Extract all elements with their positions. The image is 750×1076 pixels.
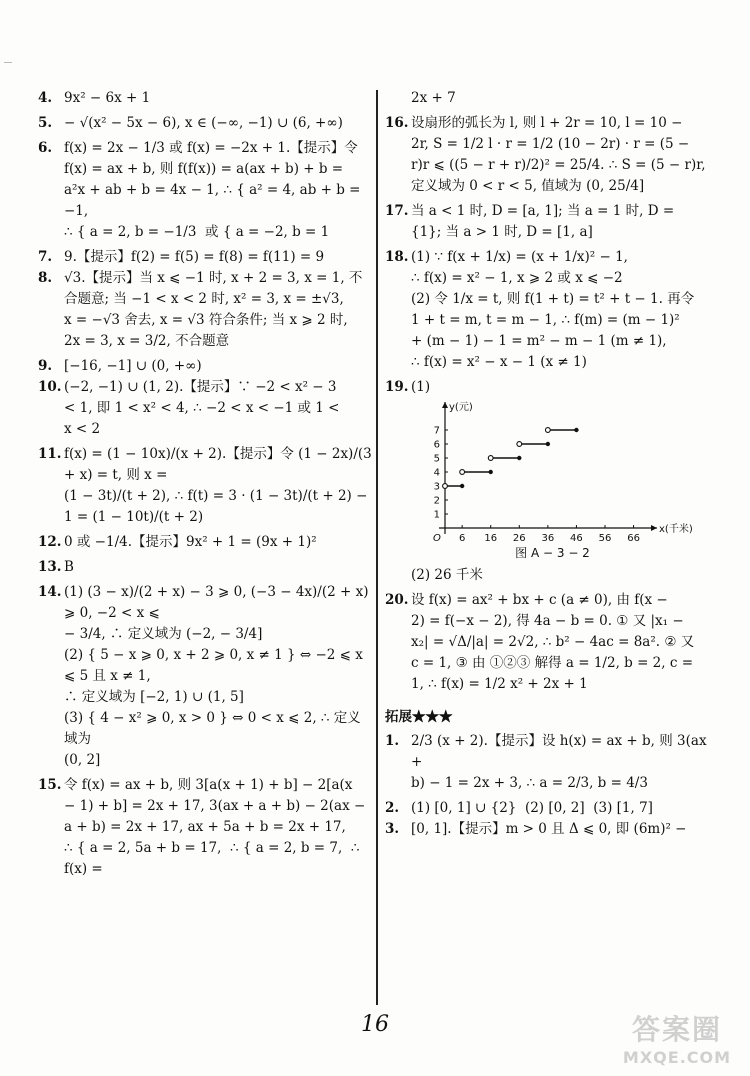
answer-line: √3.【提示】当 x ⩽ −1 时, x + 2 = 3, x = 1, 不 <box>64 270 363 286</box>
site-watermark <box>612 1008 742 1068</box>
answer-line: < 1, 即 1 < x² < 4, ∴ −2 < x < −1 或 1 < <box>64 400 340 416</box>
extension-3 <box>385 819 720 840</box>
watermark-logo-text: 答案圈 <box>631 1013 722 1046</box>
answer-part-label: (1) <box>411 379 431 395</box>
page-edge-mark <box>4 62 12 63</box>
answer-line: 定义域为 0 < r < 5, 值域为 (0, 25/4] <box>411 178 645 194</box>
problem-number: 3. <box>385 821 400 837</box>
problem-18 <box>385 247 720 373</box>
problem-9 <box>38 356 373 377</box>
answer-line: 0 或 −1/4.【提示】9x² + 1 = (9x + 1)² <box>64 534 317 550</box>
problem-5 <box>38 113 373 134</box>
x-axis-arrow <box>651 525 657 531</box>
problem-16 <box>385 113 720 197</box>
problem-number: 17. <box>385 203 409 219</box>
x-tick-label: 26 <box>512 533 526 544</box>
answer-line: 2x = 3, x = 3/2, 不合题意 <box>64 333 230 349</box>
answer-line: (2) 26 千米 <box>411 567 483 583</box>
x-tick-label: 36 <box>541 533 555 544</box>
problem-19 <box>385 377 720 586</box>
answer-line: x₂| = √Δ/|a| = 2√2, ∴ b² − 4ac = 8a². ② 又 <box>411 634 695 650</box>
problem-number: 9. <box>38 358 53 374</box>
problem-number: 16. <box>385 115 409 131</box>
open-endpoint <box>443 484 448 489</box>
closed-endpoint <box>460 484 464 488</box>
open-endpoint <box>460 470 465 475</box>
problem-number: 14. <box>38 584 62 600</box>
answer-line: ∴ { a = 2, b = −1/3 或 { a = −2, b = 1 <box>64 224 330 240</box>
problem-number: 4. <box>38 90 53 106</box>
y-tick-label: 3 <box>433 481 440 493</box>
open-endpoint <box>545 428 550 433</box>
answer-line: 9.【提示】f(2) = f(5) = f(8) = f(11) = 9 <box>64 249 325 265</box>
graph-segments <box>443 428 579 489</box>
answer-line: (0, 2] <box>64 752 101 768</box>
answer-line: ∴ { a = 2, 5a + b = 17, ∴ { a = 2, b = 7, ∴ f(x) = <box>64 840 364 877</box>
answer-line: b) − 1 = 2x + 3, ∴ a = 2/3, b = 4/3 <box>411 775 648 791</box>
problem-8 <box>38 268 373 352</box>
answer-line: (1) (3 − x)/(2 + x) − 3 ⩾ 0, (−3 − 4x)/(2 + x) ⩾ 0, −2 < x ⩽ <box>64 584 373 621</box>
problem-number: 1. <box>385 733 400 749</box>
problem-17 <box>385 201 720 243</box>
answer-line: c = 1, ③ 由 ①②③ 解得 a = 1/2, b = 2, c = <box>411 655 694 671</box>
problem-4 <box>38 88 373 109</box>
fare-step-graph <box>385 400 693 548</box>
y-tick-label: 6 <box>433 439 440 451</box>
answer-line: 1 + t = m, t = m − 1, ∴ f(m) = (m − 1)² <box>411 312 680 328</box>
problem-6 <box>38 138 373 243</box>
answer-line: 设扇形的弧长为 l, 则 l + 2r = 10, l = 10 − <box>411 115 683 131</box>
answer-line: 设 f(x) = ax² + bx + c (a ≠ 0), 由 f(x − <box>411 592 668 608</box>
problem-number: 12. <box>38 534 62 550</box>
answer-line: − √(x² − 5x − 6), x ∈ (−∞, −1) ∪ (6, +∞) <box>64 115 343 131</box>
answer-line: 2x + 7 <box>411 90 456 106</box>
answer-line: 合题意; 当 −1 < x < 2 时, x² = 3, x = ±√3, <box>64 291 344 307</box>
problem-number: 18. <box>385 249 409 265</box>
problem-14 <box>38 582 373 771</box>
right-column <box>385 88 720 840</box>
watermark-url: MXQE.COM <box>622 1048 732 1067</box>
column-divider <box>376 90 378 1005</box>
figure-caption: 图 A − 3 − 2 <box>515 546 590 560</box>
answer-line: (3) { 4 − x² ⩾ 0, x > 0 } ⇔ 0 < x ⩽ 2, ∴ 定义域为 <box>64 710 361 747</box>
answer-line: 2/3 (x + 2).【提示】设 h(x) = ax + b, 则 3(ax + <box>411 733 711 770</box>
closed-endpoint <box>489 470 493 474</box>
answer-line: 令 f(x) = ax + b, 则 3[a(x + 1) + b] − 2[a(x <box>64 777 353 793</box>
answer-line: ∴ f(x) = x² − x − 1 (x ≠ 1) <box>411 354 587 370</box>
problem-number: 19. <box>385 379 409 395</box>
answer-line: (2) 令 1/x = t, 则 f(1 + t) = t² + t − 1. 再令 <box>411 291 695 307</box>
x-tick-label: 56 <box>598 533 612 544</box>
problem-20 <box>385 590 720 695</box>
y-tick-label: 1 <box>433 509 440 521</box>
left-column <box>38 88 377 880</box>
answer-line: − 1) + b] = 2x + 17, 3(ax + a + b) − 2(ax − <box>64 798 366 814</box>
problem-number: 11. <box>38 446 62 462</box>
y-tick-label: 5 <box>433 453 440 465</box>
origin-label: O <box>433 533 441 544</box>
problem-number: 2. <box>385 800 400 816</box>
problem-12 <box>38 532 373 553</box>
closed-endpoint <box>546 442 550 446</box>
closed-endpoint <box>574 428 578 432</box>
x-tick-label: 46 <box>570 533 583 544</box>
answer-line: 1, ∴ f(x) = 1/2 x² + 2x + 1 <box>411 676 588 692</box>
answer-line: x = −√3 舍去, x = √3 符合条件; 当 x ⩾ 2 时, <box>64 312 348 328</box>
open-endpoint <box>517 442 522 447</box>
page-number: 16 <box>361 1012 389 1037</box>
answer-line: f(x) = ax + b, 则 f(f(x)) = a(ax + b) + b = <box>64 161 344 177</box>
answer-line: 当 a < 1 时, D = [a, 1]; 当 a = 1 时, D = <box>411 203 675 219</box>
problem-number: 6. <box>38 140 53 156</box>
answer-line: ∴ f(x) = x² − 1, x ⩾ 2 或 x ⩽ −2 <box>411 270 623 286</box>
y-axis-label: y(元) <box>449 402 473 413</box>
y-tick-label: 4 <box>433 467 440 479</box>
answer-line: 2r, S = 1/2 l · r = 1/2 (10 − 2r) · r = (5 − <box>411 136 690 152</box>
problem-number: 5. <box>38 115 53 131</box>
answer-line: f(x) = (1 − 10x)/(x + 2).【提示】令 (1 − 2x)/(3 + x) = t, 则 x = <box>64 446 377 483</box>
answer-line: (1) [0, 1] ∪ {2} (2) [0, 2] (3) [1, 7] <box>411 800 653 816</box>
answer-line: (2) { 5 − x ⩾ 0, x + 2 ⩾ 0, x ≠ 1 } ⇔ −2 ⩽ x ⩽ 5 且 x ≠ 1, <box>64 647 368 684</box>
problem-11 <box>38 444 377 528</box>
answer-line: a²x + ab + b = 4x − 1, ∴ { a² = 4, ab + b = −1, <box>64 182 365 219</box>
answer-line: − 3/4, ∴ 定义域为 (−2, − 3/4] <box>64 626 263 642</box>
problem-number: 20. <box>385 592 409 608</box>
answer-line: [−16, −1] ∪ (0, +∞) <box>64 358 202 374</box>
answer-line: x < 2 <box>64 421 101 437</box>
extension-1 <box>385 731 720 794</box>
x-tick-label: 16 <box>484 533 498 544</box>
extension-section-title: 拓展★★★ <box>385 709 453 725</box>
closed-endpoint <box>517 456 521 460</box>
answer-line: {1}; 当 a > 1 时, D = [1, a] <box>411 224 593 240</box>
answer-line: a + b) = 2x + 17, ax + 5a + b = 2x + 17, <box>64 819 346 835</box>
problem-7 <box>38 247 373 268</box>
answer-line: 9x² − 6x + 1 <box>64 90 151 106</box>
problem-13 <box>38 557 373 578</box>
y-tick-label: 7 <box>433 425 440 437</box>
problem-15 <box>38 775 373 880</box>
answer-line: (1) ∵ f(x + 1/x) = (x + 1/x)² − 1, <box>411 249 628 265</box>
answer-line: 2) = f(−x − 2), 得 4a − b = 0. ① 又 |x₁ − <box>411 613 684 629</box>
answer-line: [0, 1].【提示】m > 0 且 Δ ⩽ 0, 即 (6m)² − <box>411 821 687 837</box>
answer-line: f(x) = 2x − 1/3 或 f(x) = −2x + 1.【提示】令 <box>64 140 358 156</box>
x-axis-label: x(千米) <box>659 524 693 535</box>
problem-number: 8. <box>38 270 53 286</box>
extension-2 <box>385 798 720 819</box>
problem-number: 15. <box>38 777 62 793</box>
answer-line: (1 − 3t)/(t + 2), ∴ f(t) = 3 · (1 − 3t)/(t + 2) − 1 = (1 − 10t)/(t + 2) <box>64 488 372 525</box>
answer-line: ∴ 定义域为 [−2, 1) ∪ (1, 5] <box>64 689 244 705</box>
problem-10 <box>38 377 373 440</box>
y-axis-arrow <box>442 402 448 408</box>
answer-line: r)r ⩽ ((5 − r + r)/2)² = 25/4. ∴ S = (5 − r)r, <box>411 157 706 173</box>
answer-line: + (m − 1) − 1 = m² − m − 1 (m ≠ 1), <box>411 333 667 349</box>
answer-line: B <box>64 559 74 575</box>
problem-number: 10. <box>38 379 62 395</box>
open-endpoint <box>488 456 493 461</box>
y-tick-label: 2 <box>433 495 440 507</box>
x-tick-label: 6 <box>458 533 466 544</box>
problem-number: 7. <box>38 249 53 265</box>
answer-line: (−2, −1) ∪ (1, 2).【提示】∵ −2 < x² − 3 <box>64 379 337 395</box>
x-tick-label: 66 <box>627 533 640 544</box>
problem-number: 13. <box>38 559 62 575</box>
